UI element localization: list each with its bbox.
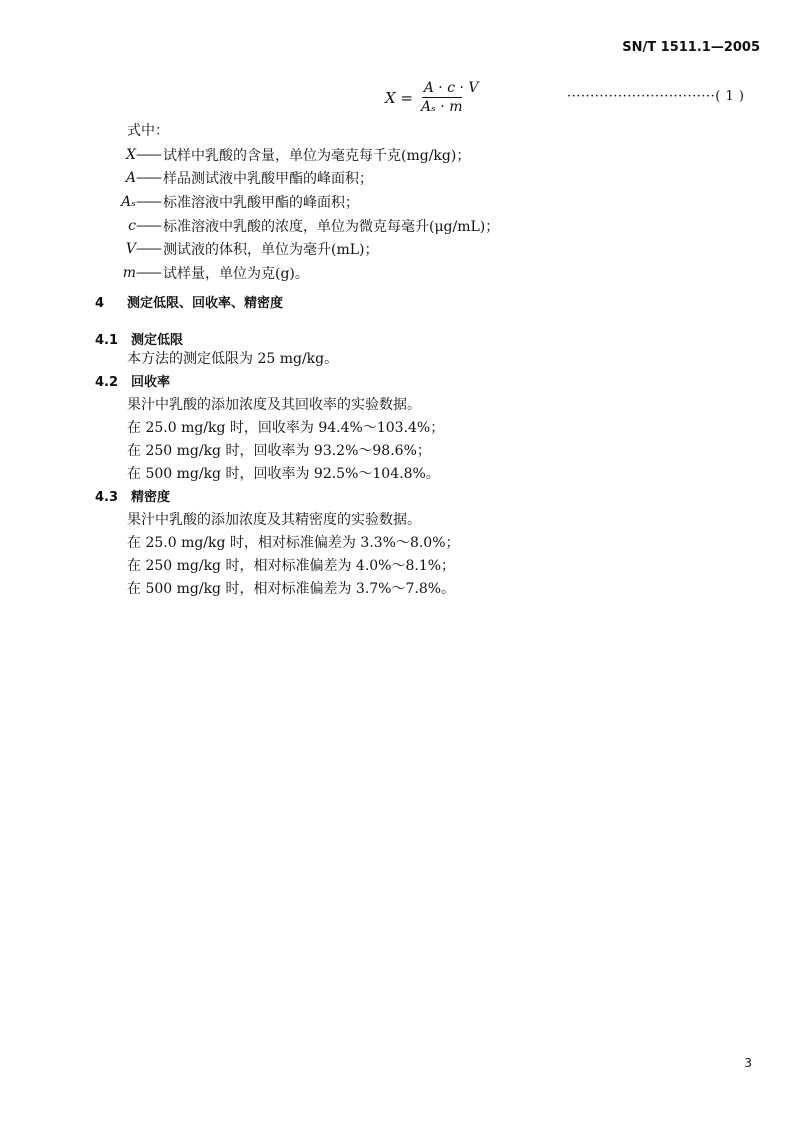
subsection-4-2-heading	[95, 371, 170, 390]
variable-row	[110, 237, 499, 261]
variable-symbol: X	[126, 146, 136, 163]
variable-description: 试样量，单位为克(g)。	[163, 265, 309, 282]
paragraph: 在 25.0 mg/kg 时，回收率为 94.4%～103.4%；	[127, 420, 445, 436]
subsection-4-1-heading	[95, 329, 183, 348]
section-title: 测定低限、回收率、精密度	[127, 296, 284, 311]
formula-denominator: Aₛ · m	[421, 99, 463, 115]
variable-dash: ——	[136, 170, 160, 187]
variable-symbol: V	[125, 241, 136, 258]
paragraph: 在 250 mg/kg 时，回收率为 93.2%～98.6%；	[127, 443, 431, 459]
variable-row	[110, 190, 499, 214]
variable-row	[110, 261, 499, 285]
formula-numerator: A · c · V	[423, 80, 479, 96]
variable-symbol: c	[128, 217, 136, 234]
standard-id: SN/T 1511.1—2005	[622, 40, 760, 55]
subsection-number: 4.3	[95, 490, 119, 505]
formula-fraction	[421, 80, 479, 115]
variable-description: 测试液的体积，单位为毫升(mL)；	[163, 242, 379, 259]
equation-leader: ································	[567, 89, 716, 104]
variable-description: 试样中乳酸的含量，单位为毫克每千克(mg/kg)；	[163, 147, 471, 164]
variable-dash: ——	[136, 146, 160, 163]
equation-number	[567, 89, 744, 104]
section-4-heading	[95, 292, 283, 311]
where-label: 式中：	[127, 123, 169, 139]
subsection-title: 回收率	[131, 375, 171, 390]
paragraph: 本方法的测定低限为 25 mg/kg。	[127, 351, 339, 367]
paragraph: 在 250 mg/kg 时，相对标准偏差为 4.0%～8.1%；	[127, 558, 456, 574]
paragraph: 果汁中乳酸的添加浓度及其精密度的实验数据。	[127, 512, 421, 528]
variable-symbol: m	[122, 264, 136, 281]
subsection-number: 4.2	[95, 375, 119, 390]
equation-number-label: ( 1 )	[715, 89, 745, 104]
variable-symbol: A	[125, 170, 136, 187]
variable-description: 标准溶液中乳酸的浓度，单位为微克每毫升(μg/mL)；	[163, 218, 500, 235]
formula-lhs: X =	[385, 88, 414, 107]
variable-dash: ——	[136, 193, 160, 210]
variable-row	[110, 143, 499, 167]
variable-dash: ——	[136, 241, 160, 258]
variable-row	[110, 214, 499, 238]
subsection-number: 4.1	[95, 333, 119, 348]
variable-description: 样品测试液中乳酸甲酯的峰面积；	[163, 171, 373, 188]
variable-row	[110, 167, 499, 191]
subsection-4-3-heading	[95, 486, 170, 505]
paragraph: 在 500 mg/kg 时，回收率为 92.5%～104.8%。	[127, 466, 440, 482]
formula-1	[385, 80, 479, 115]
variable-dash: ——	[136, 217, 160, 234]
variable-list	[110, 143, 499, 285]
subsection-title: 精密度	[131, 490, 171, 505]
variable-description: 标准溶液中乳酸甲酯的峰面积；	[163, 194, 359, 211]
page-number: 3	[744, 1056, 752, 1070]
paragraph: 果汁中乳酸的添加浓度及其回收率的实验数据。	[127, 397, 421, 413]
paragraph: 在 25.0 mg/kg 时，相对标准偏差为 3.3%～8.0%；	[127, 535, 460, 551]
subsection-title: 测定低限	[131, 333, 184, 348]
section-number: 4	[95, 296, 105, 311]
paragraph: 在 500 mg/kg 时，相对标准偏差为 3.7%～7.8%。	[127, 581, 456, 597]
variable-dash: ——	[136, 264, 160, 281]
variable-symbol: Aₛ	[121, 193, 136, 210]
